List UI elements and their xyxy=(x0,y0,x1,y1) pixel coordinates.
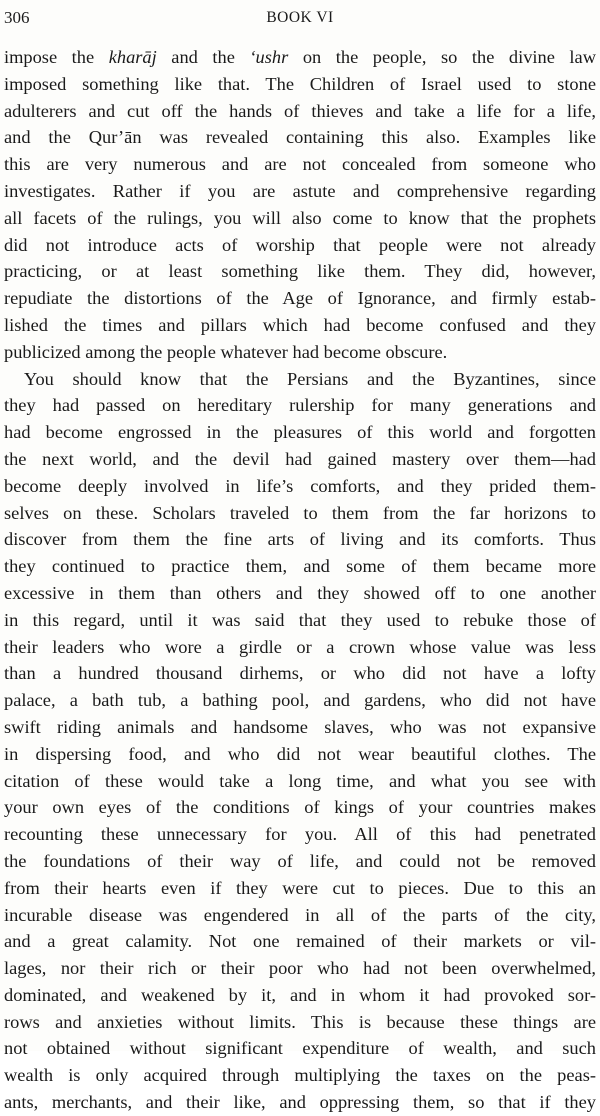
text-line xyxy=(4,500,596,527)
page-header xyxy=(4,6,596,30)
line-text: selves on these. Scholars traveled to them from the far horizons to xyxy=(4,502,596,523)
text-line xyxy=(4,902,596,929)
text-line xyxy=(4,1035,596,1062)
line-text: adulterers and cut off the hands of thieves and take a life for a life, xyxy=(4,100,596,121)
line-text: rows and anxieties without limits. This is because these things are xyxy=(4,1011,596,1032)
italic-term: kharāj xyxy=(108,47,157,67)
paragraph xyxy=(4,44,596,366)
text-line xyxy=(4,1062,596,1089)
text-line xyxy=(4,821,596,848)
text-line xyxy=(4,205,596,232)
line-text: did not introduce acts of worship that people were not already xyxy=(4,234,596,255)
line-text: on the people, so the divine law xyxy=(288,47,596,67)
text-line xyxy=(4,44,596,71)
text-line xyxy=(4,660,596,687)
text-line xyxy=(4,339,596,366)
text-line xyxy=(4,473,596,500)
text-line xyxy=(4,607,596,634)
body-text xyxy=(4,44,596,1116)
text-line xyxy=(4,392,596,419)
text-line xyxy=(4,741,596,768)
page-number: 306 xyxy=(4,8,30,27)
text-line xyxy=(4,71,596,98)
text-line xyxy=(4,1009,596,1036)
line-text: impose the xyxy=(4,47,109,67)
line-text: become deeply involved in life’s comforts, and they prided them- xyxy=(4,475,596,496)
line-text: incurable disease was engendered in all of the parts of the city, xyxy=(4,904,596,925)
text-line xyxy=(4,98,596,125)
line-text: publicized among the people whatever had become obscure. xyxy=(4,341,448,362)
line-text: palace, a bath tub, a bathing pool, and gardens, who did not have xyxy=(4,690,596,711)
text-line xyxy=(4,982,596,1009)
text-line xyxy=(4,526,596,553)
text-line xyxy=(4,848,596,875)
text-line xyxy=(4,580,596,607)
line-text: the next world, and the devil had gained mastery over them—had xyxy=(4,448,596,469)
text-line xyxy=(4,634,596,661)
line-text: in dispersing food, and who did not wear beautiful clothes. The xyxy=(4,743,596,764)
line-text: recounting these unnecessary for you. All of this had penetrated xyxy=(4,824,596,845)
line-text: swift riding animals and handsome slaves, who was not expansive xyxy=(4,716,596,737)
line-text: than a hundred thousand dirhems, or who did not have a lofty xyxy=(4,663,596,684)
line-text: You should know that the Persians and the Byzantines, since xyxy=(24,368,596,389)
text-line xyxy=(4,124,596,151)
running-head: BOOK VI xyxy=(266,9,334,26)
line-text: all facets of the rulings, you will also come to know that the prophets xyxy=(4,207,596,228)
line-text: citation of these would take a long time, and what you see with xyxy=(4,770,596,791)
text-line xyxy=(4,419,596,446)
line-text: their leaders who wore a girdle or a crown whose value was less xyxy=(4,636,596,657)
text-line xyxy=(4,232,596,259)
text-line xyxy=(4,553,596,580)
text-line xyxy=(4,151,596,178)
text-line xyxy=(4,446,596,473)
text-line xyxy=(4,794,596,821)
line-text: in this regard, until it was said that they used to rebuke those of xyxy=(4,609,596,630)
text-line xyxy=(4,1089,596,1116)
line-text: the foundations of their way of life, and could not be removed xyxy=(4,850,596,871)
line-text: practicing, or at least something like them. They did, however, xyxy=(4,261,596,282)
line-text: they had passed on hereditary rulership for many generations and xyxy=(4,395,596,416)
line-text: lages, nor their rich or their poor who had not been overwhelmed, xyxy=(4,958,596,979)
line-text: had become engrossed in the pleasures of this world and forgotten xyxy=(4,422,596,443)
text-line xyxy=(4,714,596,741)
text-line xyxy=(4,687,596,714)
text-line xyxy=(4,312,596,339)
line-text: investigates. Rather if you are astute and comprehensive regarding xyxy=(4,180,596,201)
italic-term: ‘ushr xyxy=(249,47,289,67)
line-text: they continued to practice them, and some of them became more xyxy=(4,556,596,577)
text-line xyxy=(4,366,596,393)
text-line xyxy=(4,928,596,955)
line-text: this are very numerous and are not concealed from someone who xyxy=(4,154,596,175)
line-text: your own eyes of the conditions of kings of your countries makes xyxy=(4,797,596,818)
line-text: from their hearts even if they were cut to pieces. Due to this an xyxy=(4,877,596,898)
line-text: and a great calamity. Not one remained of their markets or vil- xyxy=(4,931,596,952)
line-text: repudiate the distortions of the Age of Ignorance, and firmly estab- xyxy=(4,288,596,309)
line-text: imposed something like that. The Children of Israel used to stone xyxy=(4,73,596,94)
paragraph xyxy=(4,366,596,1116)
text-line xyxy=(4,955,596,982)
text-line xyxy=(4,875,596,902)
line-text: excessive in them than others and they showed off to one another xyxy=(4,582,596,603)
text-line xyxy=(4,285,596,312)
line-text: and the xyxy=(156,47,250,67)
line-text: wealth is only acquired through multiplying the taxes on the peas- xyxy=(4,1065,596,1086)
line-text: discover from them the fine arts of living and its comforts. Thus xyxy=(4,529,596,550)
line-text: lished the times and pillars which had become confused and they xyxy=(4,314,596,335)
text-line xyxy=(4,768,596,795)
line-text: dominated, and weakened by it, and in whom it had provoked sor- xyxy=(4,984,596,1005)
text-line xyxy=(4,178,596,205)
line-text: not obtained without significant expenditure of wealth, and such xyxy=(4,1038,596,1059)
line-text: ants, merchants, and their like, and oppressing them, so that if they xyxy=(4,1092,596,1113)
line-text: and the Qur’ān was revealed containing this also. Examples like xyxy=(4,127,596,148)
text-line xyxy=(4,258,596,285)
